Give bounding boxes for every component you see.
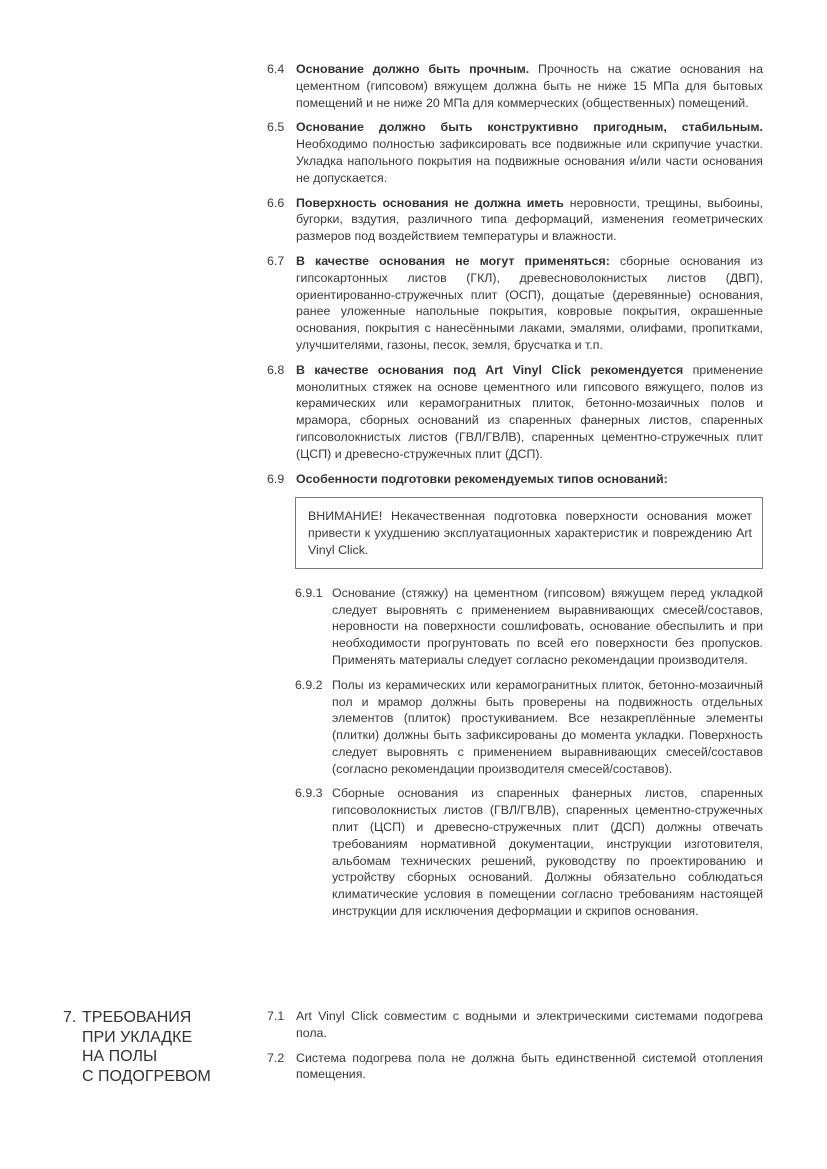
clause-text: Основание (стяжку) на цементном (гипсовом) вяжущем перед укладкой следует выровнять с применением выравнивающих смесей/составов, неровности на поверхности сошлифовать, основание обеспылить и при необходимости прогрунтовать по всей его поверхности без пропусков. Применять материалы следует согласно рекомендации производителя. (332, 585, 763, 667)
clause-6-4 (267, 61, 763, 111)
clause-number: 6.9.2 (295, 677, 323, 692)
clause-text: неровности, трещины, выбоины, бугорки, вздутия, различного типа деформаций, изменения геометрических размеров под воздействием температуры и влажности. (296, 195, 763, 244)
clause-text: применение монолитных стяжек на основе цементного или гипсового вяжущего, полов из керамических или керамогранитных плиток, бетонно-мозаичных полов и мрамора, сборных оснований из спаренных фанерных листов, спаренных гипсоволокнистых листов (ГВЛ/ГВЛВ), спаренных цементно-стружечных плит (ЦСП) и древесно-стружечных плит (ДСП). (296, 362, 764, 461)
clause-number: 6.9.1 (295, 585, 323, 600)
clause-7-1 (267, 1008, 763, 1042)
clause-text: Необходимо полностью зафиксировать все подвижные или скрипучие участки. Укладка напольного покрытия на подвижные основания и/или части основания не допускается. (296, 137, 763, 185)
clause-number: 6.5 (267, 120, 285, 135)
clause-6-7 (267, 253, 763, 354)
clause-number: 6.8 (267, 362, 285, 377)
section-title-line: НА ПОЛЫ (82, 1048, 158, 1065)
clause-number: 7.1 (267, 1009, 285, 1023)
clause-number: 6.9.3 (295, 786, 323, 801)
clause-6-8 (267, 362, 763, 463)
section-6-content (267, 61, 763, 928)
clause-6-9-3 (267, 785, 763, 919)
clause-number: 6.7 (267, 253, 285, 268)
clause-6-9-1 (267, 585, 763, 669)
clause-6-9-2 (267, 677, 763, 778)
clause-lead: Основание должно быть конструктивно пригодным, стабильным. (296, 120, 763, 135)
clause-6-5 (267, 119, 763, 186)
clause-text: Art Vinyl Click совместим с водными и электрическими системами подогрева пола. (296, 1009, 763, 1040)
clause-lead: Особенности подготовки рекомендуемых типов оснований: (296, 471, 668, 486)
warning-box: ВНИМАНИЕ! Некачественная подготовка поверхности основания может привести к ухудшению эксплуатационных характеристик и повреждению Art Vinyl Click. (295, 497, 763, 568)
clause-lead: В качестве основания не могут применяться: (296, 253, 610, 268)
clause-text: Сборные основания из спаренных фанерных листов, спаренных гипсоволокнистых листов (ГВЛ/ГВЛВ), спаренных цементно-стружечных плит (ЦСП) и древесно-стружечных плит (ДСП) должны отвечать требованиям нормативной документации, инструкции изготовителя, альбомам технических решений, руководству по проектированию и устройству сборных оснований. Должны обязательно соблюдаться климатические условия в помещении согласно требованиям настоящей инструкции для исключения деформации и скрипов основания. (332, 786, 763, 919)
section-7-title (63, 1008, 211, 1086)
clause-lead: Поверхность основания не должна иметь (296, 195, 564, 210)
clause-6-6 (267, 195, 763, 245)
section-7-content (267, 1008, 763, 1091)
clause-6-9 (267, 471, 763, 488)
clause-text: Прочность на сжатие основания на цементном (гипсовом) вяжущем должна быть не ниже 15 МПа для бытовых помещений и не ниже 20 МПа для коммерческих (общественных) помещений. (296, 62, 763, 110)
clause-text: Полы из керамических или керамогранитных плиток, бетонно-мозаичный пол и мрамор должны быть проверены на подвижность отдельных элементов (плиток) простукиванием. Все незакреплённые элементы (плитки) должны быть зафиксированы до момента укладки. Поверхность следует выровнять с применением выравнивающих смесей/составов (согласно рекомендации производителя смесей/составов). (332, 677, 763, 776)
section-title-line: ПРИ УКЛАДКЕ (82, 1028, 193, 1046)
clause-number: 6.6 (267, 195, 285, 210)
section-title-line: С ПОДОГРЕВОМ (82, 1067, 211, 1085)
section-number: 7. (63, 1009, 77, 1026)
clause-lead: Основание должно быть прочным. (296, 62, 530, 76)
clause-text: сборные основания из гипсокартонных листов (ГКЛ), древесноволокнистых листов (ДВП), ориентированно-стружечных плит (ОСП), дощатые (деревянные) основания, ранее уложенные напольные покрытия, ковровые покрытия, окрашенные основания, покрытия с нанесёнными лаками, эмалями, олифами, пропитками, улучшителями, газоны, песок, земля, брусчатка и т.п. (296, 253, 763, 352)
section-title-line: ТРЕБОВАНИЯ (82, 1009, 192, 1026)
clause-lead: В качестве основания под Art Vinyl Click рекомендуется (296, 362, 684, 377)
clause-number: 6.4 (267, 62, 285, 76)
clause-number: 6.9 (267, 471, 285, 486)
clause-text: Система подогрева пола не должна быть единственной системой отопления помещения. (296, 1050, 763, 1082)
clause-7-2 (267, 1050, 763, 1084)
clause-number: 7.2 (267, 1050, 285, 1065)
